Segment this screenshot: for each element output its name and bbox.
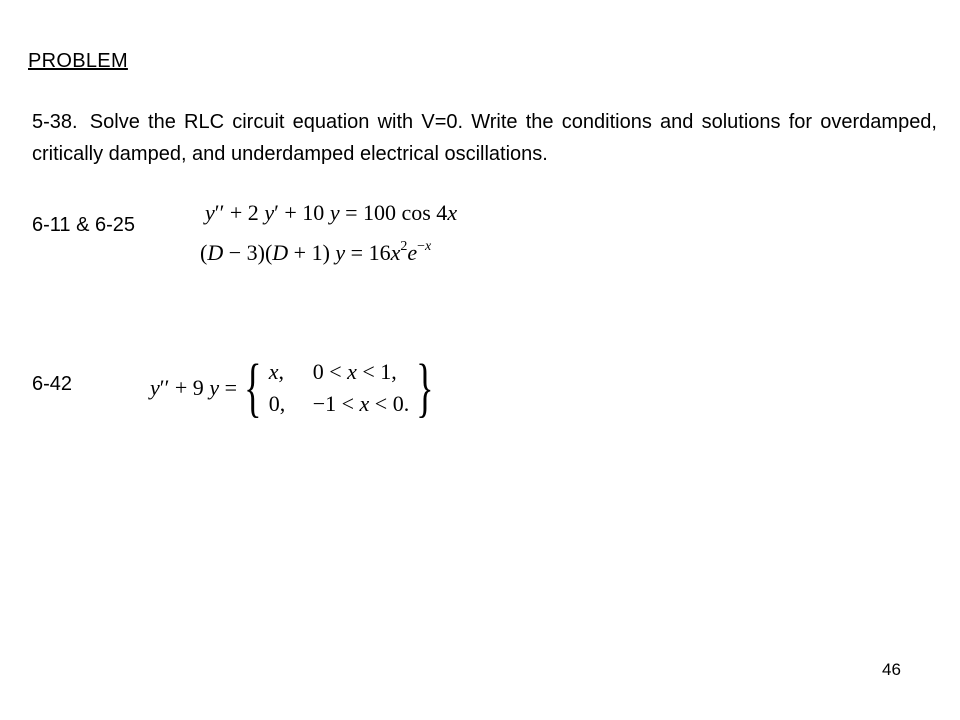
problem-text: Solve the RLC circuit equation with V=0. Write the conditions and solutions for overdamped, critically damped, and underdamped electrical oscillations.: [32, 111, 937, 165]
piecewise-lhs: y′′ + 9 y =: [150, 375, 237, 400]
right-brace: }: [416, 351, 434, 424]
equation-2: (D − 3)(D + 1) $y = 16x^2e^{-x}$: [200, 238, 432, 265]
equation-1: y′′ + 2 y′ + 10 y = 100 cos 4x: [205, 200, 458, 225]
case-2-condition: −1 < x < 0.: [312, 391, 410, 416]
section-heading: PROBLEM: [28, 50, 128, 72]
problem-number: 5-38.: [32, 111, 78, 133]
case-row-1: [269, 356, 410, 388]
problem-label-6-42: 6-42: [32, 373, 73, 395]
case-1-value: x,: [268, 359, 284, 384]
left-brace: {: [244, 351, 262, 424]
case-1-condition: 0 < x < 1,: [312, 359, 397, 384]
page-number: 46: [882, 660, 901, 679]
case-2-value: 0,: [268, 391, 286, 416]
case-row-2: [269, 388, 410, 420]
problem-label-6-11: 6-11 & 6-25: [32, 214, 136, 236]
cases: [269, 356, 410, 420]
piecewise-equation: [150, 351, 441, 424]
problem-statement: [32, 106, 937, 170]
